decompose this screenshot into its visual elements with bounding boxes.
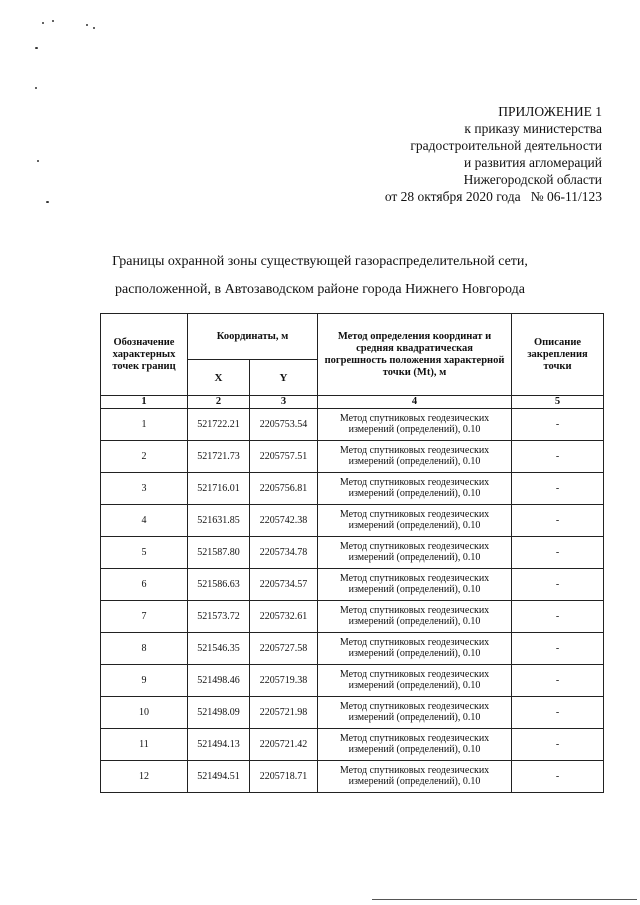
description-cell: - [512, 505, 604, 537]
coord-x: 521494.13 [188, 729, 250, 761]
table-row [101, 633, 604, 665]
coord-x: 521494.51 [188, 761, 250, 793]
coord-x: 521716.01 [188, 473, 250, 505]
coord-y: 2205721.98 [250, 697, 318, 729]
point-number: 6 [101, 569, 188, 601]
header-description: Описание закрепления точки [512, 314, 604, 396]
header-point: Обозначение характерных точек границ [101, 314, 188, 396]
method-cell: Метод спутниковых геодезических измерений (определений), 0.10 [318, 441, 512, 473]
method-cell: Метод спутниковых геодезических измерений (определений), 0.10 [318, 761, 512, 793]
header-line: к приказу министерства [464, 121, 602, 136]
scan-speck [35, 87, 37, 89]
coord-x: 521721.73 [188, 441, 250, 473]
table-row [101, 505, 604, 537]
coord-x: 521631.85 [188, 505, 250, 537]
description-cell: - [512, 601, 604, 633]
description-cell: - [512, 761, 604, 793]
header-line: градостроительной деятельности [410, 138, 602, 153]
table-row [101, 473, 604, 505]
scan-speck [93, 27, 95, 29]
scan-speck [37, 160, 39, 162]
table-row [101, 697, 604, 729]
description-cell: - [512, 409, 604, 441]
header-method: Метод определения координат и средняя квадратическая погрешность положения характерной точки (Mt), м [318, 314, 512, 396]
method-cell: Метод спутниковых геодезических измерений (определений), 0.10 [318, 601, 512, 633]
description-cell: - [512, 665, 604, 697]
table-row [101, 441, 604, 473]
method-cell: Метод спутниковых геодезических измерений (определений), 0.10 [318, 697, 512, 729]
title-line: расположенной, в Автозаводском районе города Нижнего Новгорода [114, 282, 525, 297]
scan-speck [42, 22, 44, 24]
coord-y: 2205727.58 [250, 633, 318, 665]
description-cell: - [512, 569, 604, 601]
document-title [0, 248, 640, 304]
scan-speck [52, 20, 54, 22]
point-number: 11 [101, 729, 188, 761]
coord-y: 2205719.38 [250, 665, 318, 697]
header-line: от 28 октября 2020 года № 06-11/123 [384, 189, 602, 204]
coord-x: 521573.72 [188, 601, 250, 633]
table-row [101, 569, 604, 601]
description-cell: - [512, 441, 604, 473]
coord-y: 2205734.78 [250, 537, 318, 569]
title-line: Границы охранной зоны существующей газораспределительной сети, [112, 254, 528, 269]
coord-y: 2205721.42 [250, 729, 318, 761]
coord-x: 521587.80 [188, 537, 250, 569]
point-number: 8 [101, 633, 188, 665]
coord-x: 521498.09 [188, 697, 250, 729]
column-number: 3 [250, 396, 318, 409]
table-row [101, 665, 604, 697]
column-number: 5 [512, 396, 604, 409]
coord-x: 521498.46 [188, 665, 250, 697]
method-cell: Метод спутниковых геодезических измерений (определений), 0.10 [318, 537, 512, 569]
table-row [101, 601, 604, 633]
header-y: Y [250, 360, 318, 396]
table-row [101, 729, 604, 761]
scan-speck [35, 47, 38, 49]
point-number: 2 [101, 441, 188, 473]
point-number: 7 [101, 601, 188, 633]
description-cell: - [512, 473, 604, 505]
description-cell: - [512, 537, 604, 569]
description-cell: - [512, 697, 604, 729]
method-cell: Метод спутниковых геодезических измерений (определений), 0.10 [318, 665, 512, 697]
method-cell: Метод спутниковых геодезических измерений (определений), 0.10 [318, 569, 512, 601]
point-number: 9 [101, 665, 188, 697]
header-coordinates: Координаты, м [188, 314, 318, 360]
method-cell: Метод спутниковых геодезических измерений (определений), 0.10 [318, 409, 512, 441]
coord-y: 2205756.81 [250, 473, 318, 505]
header-line: и развития агломераций [463, 155, 602, 170]
point-number: 10 [101, 697, 188, 729]
table-row [101, 409, 604, 441]
coord-y: 2205718.71 [250, 761, 318, 793]
coordinates-table [100, 313, 604, 793]
header-line: ПРИЛОЖЕНИЕ 1 [498, 104, 602, 119]
point-number: 3 [101, 473, 188, 505]
coord-y: 2205732.61 [250, 601, 318, 633]
method-cell: Метод спутниковых геодезических измерений (определений), 0.10 [318, 473, 512, 505]
scan-speck [86, 24, 88, 26]
point-number: 4 [101, 505, 188, 537]
point-number: 5 [101, 537, 188, 569]
header-line: Нижегородской области [463, 172, 602, 187]
coord-y: 2205757.51 [250, 441, 318, 473]
column-number: 4 [318, 396, 512, 409]
bottom-rule [372, 899, 637, 900]
header-x: X [188, 360, 250, 396]
coord-y: 2205753.54 [250, 409, 318, 441]
scan-speck [46, 201, 49, 203]
coord-y: 2205734.57 [250, 569, 318, 601]
table-row [101, 761, 604, 793]
point-number: 12 [101, 761, 188, 793]
coord-x: 521722.21 [188, 409, 250, 441]
description-cell: - [512, 729, 604, 761]
method-cell: Метод спутниковых геодезических измерений (определений), 0.10 [318, 505, 512, 537]
point-number: 1 [101, 409, 188, 441]
coord-x: 521586.63 [188, 569, 250, 601]
method-cell: Метод спутниковых геодезических измерений (определений), 0.10 [318, 633, 512, 665]
method-cell: Метод спутниковых геодезических измерений (определений), 0.10 [318, 729, 512, 761]
column-number: 2 [188, 396, 250, 409]
column-number: 1 [101, 396, 188, 409]
table-row [101, 537, 604, 569]
appendix-header [385, 103, 602, 205]
description-cell: - [512, 633, 604, 665]
coord-x: 521546.35 [188, 633, 250, 665]
coord-y: 2205742.38 [250, 505, 318, 537]
